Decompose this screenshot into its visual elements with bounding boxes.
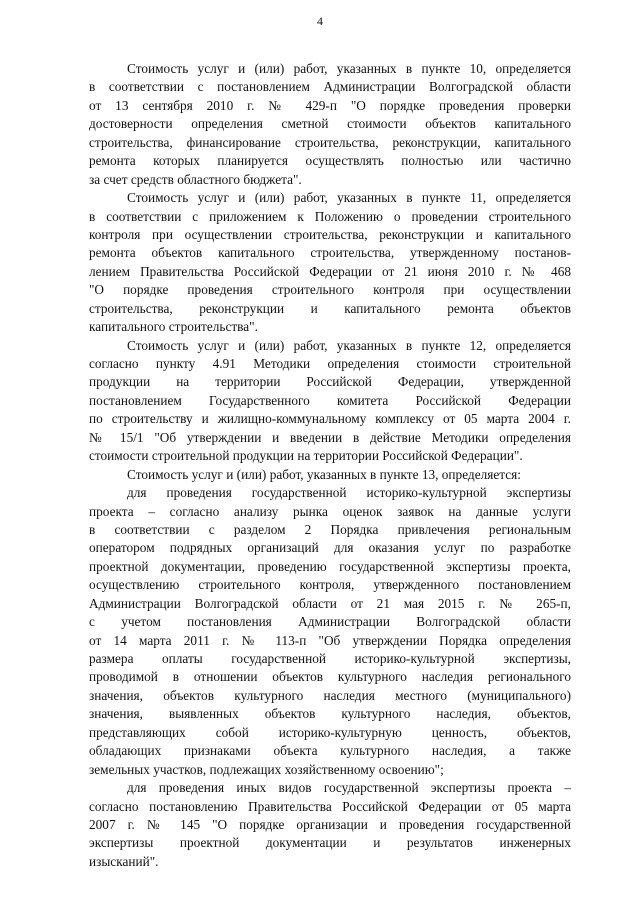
text-line: № 15/1 "Об утверждении и введении в действие Методики определения <box>89 429 571 445</box>
text-line: земельных участков, подлежащих хозяйственному освоению"; <box>89 761 444 777</box>
text-line: продукции на территории Российской Федерации, утвержденной <box>89 374 571 390</box>
text-line: постановлением Государственного комитета Российской Федерации <box>89 392 571 408</box>
paragraph <box>89 337 571 466</box>
text-line: по строительству и жилищно-коммунальному комплексу от 05 марта 2004 г. <box>89 411 571 427</box>
paragraph <box>89 60 571 189</box>
text-line: размера оплаты государственной историко-культурной экспертизы, <box>89 651 571 666</box>
document-body <box>89 60 571 871</box>
paragraph <box>89 779 571 871</box>
text-line: проектной документации, проведению государственной экспертизы проекта, <box>89 558 571 574</box>
text-line: от 13 сентября 2010 г. № 429-п "О порядке проведения проверки <box>89 97 571 113</box>
text-line: в соответствии с приложением к Положению о проведении строительного <box>89 208 571 224</box>
text-line: ремонта объектов капитального строительства, утвержденному постанов- <box>89 245 571 261</box>
text-line: ремонта которых планируется осуществлять полностью или частично <box>89 153 571 169</box>
text-line: проводимой в отношении объектов культурного наследия регионального <box>89 669 571 685</box>
text-line: согласно пункту 4.91 Методики определения стоимости строительной <box>89 356 571 371</box>
text-line: за счет средств областного бюджета". <box>89 171 302 187</box>
paragraph <box>89 466 571 484</box>
text-line: Стоимость услуг и (или) работ, указанных в пункте 12, определяется <box>127 337 571 353</box>
text-line: экспертизы проектной документации и результатов инженерных <box>89 835 571 851</box>
text-line: значения, объектов культурного наследия местного (муниципального) <box>89 687 571 703</box>
text-line: с учетом постановления Администрации Волгоградской области <box>89 614 571 630</box>
text-line: "О порядке проведения строительного контроля при осуществлении <box>89 282 571 298</box>
paragraph <box>89 189 571 337</box>
text-line: оператором подрядных организаций для оказания услуг по разработке <box>89 540 571 556</box>
page-number: 4 <box>317 14 323 28</box>
text-line: Стоимость услуг и (или) работ, указанных в пункте 11, определяется <box>127 190 571 206</box>
text-line: для проведения иных видов государственной экспертизы проекта – <box>127 780 571 796</box>
text-line: проекта – согласно анализу рынка оценок заявок на данные услуги <box>89 503 571 519</box>
text-line: обладающих признаками объекта культурного наследия, а также <box>89 743 571 759</box>
text-line: 2007 г. № 145 "О порядке организации и проведения государственной <box>89 816 571 832</box>
text-line: в соответствии с постановлением Администрации Волгоградской области <box>89 79 571 95</box>
text-line: изысканий". <box>89 853 159 869</box>
paragraph <box>89 484 571 779</box>
text-line: лением Правительства Российской Федерации от 21 июня 2010 г. № 468 <box>89 263 571 279</box>
text-line: в соответствии с разделом 2 Порядка привлечения региональным <box>89 521 571 537</box>
text-line: для проведения государственной историко-культурной экспертизы <box>127 485 571 501</box>
text-line: согласно постановлению Правительства Российской Федерации от 05 марта <box>89 798 571 814</box>
text-line: строительства, реконструкции и капитального ремонта объектов <box>89 300 571 316</box>
text-line: Администрации Волгоградской области от 21 мая 2015 г. № 265-п, <box>89 595 571 611</box>
text-line: контроля при осуществлении строительства, реконструкции и капитального <box>89 226 571 242</box>
text-line: достоверности определения сметной стоимости объектов капитального <box>89 116 571 132</box>
text-line: осуществлению строительного контроля, утвержденного постановлением <box>89 577 571 593</box>
text-line: представляющих собой историко-культурную ценность, объектов, <box>89 724 571 740</box>
text-line: Стоимость услуг и (или) работ, указанных в пункте 10, определяется <box>127 61 571 76</box>
text-line: Стоимость услуг и (или) работ, указанных в пункте 13, определяется: <box>127 466 521 482</box>
text-line: стоимости строительной продукции на территории Российской Федерации". <box>89 448 523 464</box>
text-line: капитального строительства". <box>89 319 258 335</box>
text-line: значения, выявленных объектов культурного наследия, объектов, <box>89 706 571 722</box>
text-line: строительства, финансирование строительства, реконструкции, капитального <box>89 134 571 150</box>
text-line: от 14 марта 2011 г. № 113-п "Об утверждении Порядка определения <box>89 632 571 648</box>
